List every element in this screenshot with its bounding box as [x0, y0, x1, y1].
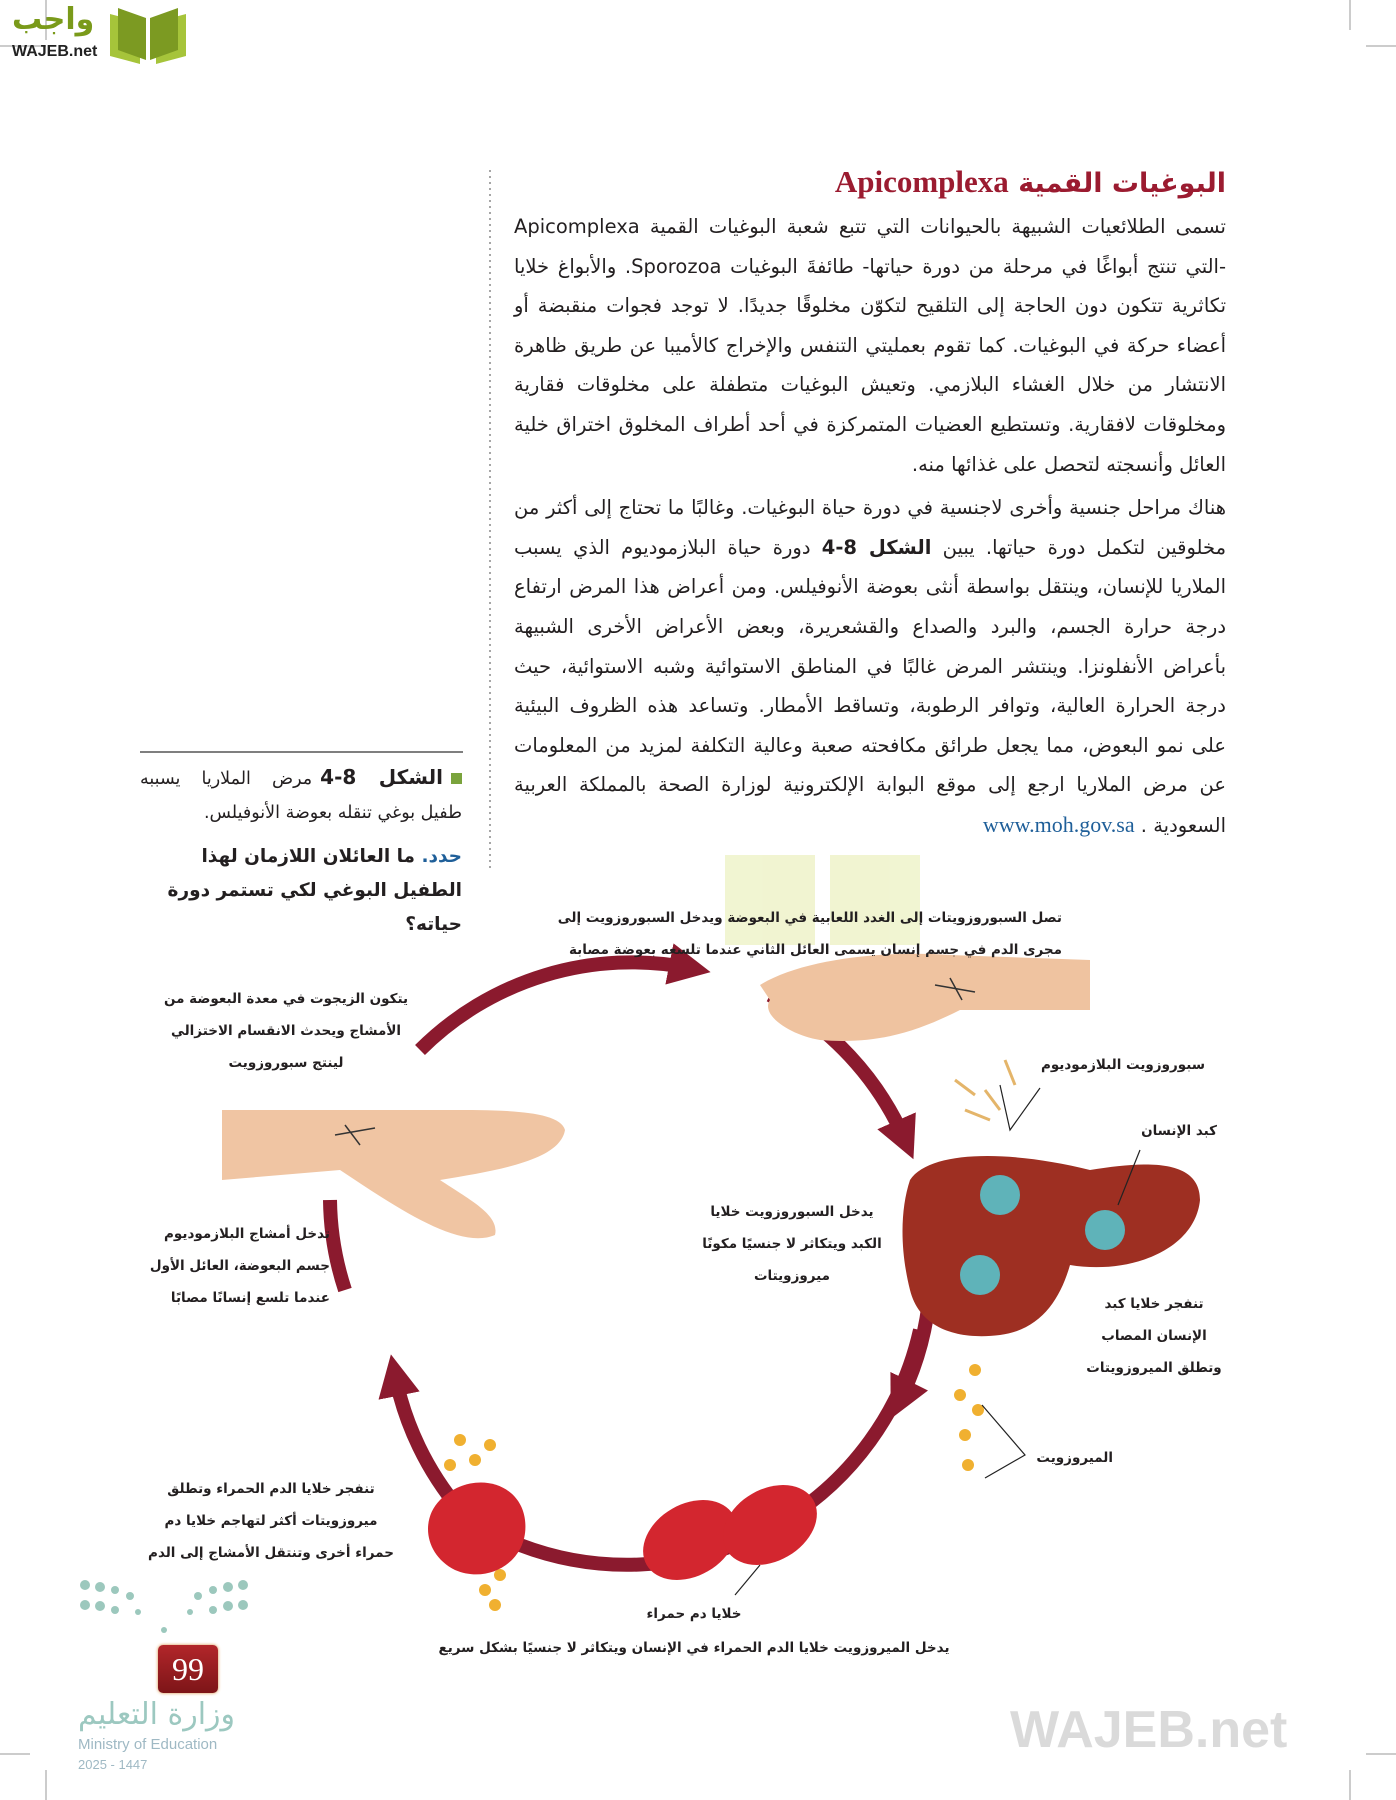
label-liver-burst: [1064, 1288, 1244, 1384]
label-line: الأمشاج ويحدث الانقسام الاختزالي: [170, 1023, 402, 1039]
logo-arabic: واجب: [12, 2, 95, 37]
label-zygote: [150, 983, 422, 1079]
label-bottom: يدخل الميروزويت خلايا الدم الحمراء في الإنسان ويتكاثر لا جنسيًا بشكل سريع: [438, 1640, 950, 1656]
label-top: [558, 902, 1062, 966]
moh-link[interactable]: www.moh.gov.sa: [982, 811, 1135, 837]
label-line: جسم البعوضة، العائل الأول: [149, 1258, 330, 1274]
label-line: الإنسان المصاب: [1101, 1328, 1207, 1344]
question-head: حدد.: [421, 846, 462, 867]
watermark-text: WAJEB.net: [1010, 1701, 1288, 1759]
ministry-name-arabic: وزارة التعليم: [78, 1697, 236, 1732]
label-line: تنفجر خلايا الدم الحمراء وتطلق: [167, 1481, 375, 1497]
p2-part1: هناك مراحل جنسية وأخرى لاجنسية في دورة حياة البوغيات. وغالبًا ما تحتاج إلى أكثر من مخلوقين لتكمل دورة حياتها. يبين: [514, 496, 1227, 559]
label-enter-liver: [672, 1196, 912, 1292]
label-sporozoite: سبوروزويت البلازموديوم: [1040, 1057, 1205, 1073]
figure-reference[interactable]: الشكل 8-4: [821, 535, 932, 559]
hand-illustration-right: [760, 954, 1090, 1041]
label-rbc: خلايا دم حمراء: [646, 1606, 742, 1622]
title-arabic: البوغيات القمية: [1018, 168, 1226, 199]
section-title: [835, 164, 1226, 200]
label-liver: كبد الإنسان: [1141, 1123, 1217, 1139]
paragraph-2: [514, 488, 1226, 845]
label-line: وتطلق الميروزويتات: [1086, 1360, 1222, 1376]
label-line: عندما تلسع إنسانًا مصابًا: [170, 1290, 330, 1306]
ministry-name-english: Ministry of Education: [78, 1736, 218, 1753]
red-blood-cells: [428, 1469, 831, 1596]
question-text: ما العائلان اللازمان لهذا الطفيل البوغي لكي تستمر دورة حياته؟: [167, 846, 462, 935]
label-line: تدخل أمشاج البلازموديوم: [164, 1226, 330, 1242]
edition-year: 2025 - 1447: [78, 1757, 148, 1772]
label-line: تنفجر خلايا كبد: [1104, 1296, 1204, 1312]
sidebar: [140, 760, 462, 942]
label-line: يتكون الزيجوت في معدة البعوضة من: [163, 991, 409, 1007]
label-line: حمراء أخرى وتنتقل الأمشاج إلى الدم: [148, 1545, 394, 1561]
p2-part2: دورة حياة البلازموديوم الذي يسبب الملاريا للإنسان، وينتقل بواسطة أنثى بعوضة الأنوفيلس. ومن أعراض هذا المرض ارتفاع درجة حرارة الجسم، والبرد والصداع والقشعريرة، وبعض الأعراض الأخرى الشبيهة بأعراض الأنفلونزا. وينتشر المرض غالبًا في المناطق الاستوائية وشبه الاستوائية، حيث درجة الحرارة العالية، وتوافر الرطوبة، وتساقط الأمطار. وتساعد هذه الظروف البيئية على نمو البعوض، مما يجعل طرائق مكافحته صعبة وعالية التكلفة لمزيد من المعلومات عن مرض الملاريا ارجع إلى موقع البوابة الإلكترونية لوزارة الصحة بالمملكة العربية السعودية .: [514, 535, 1226, 837]
logo-latin: WAJEB.net: [12, 43, 98, 60]
figure-label: الشكل 8-4: [320, 765, 443, 789]
label-merozoite: الميروزويت: [1036, 1450, 1113, 1466]
body-text: [514, 207, 1226, 850]
figure-caption: [140, 760, 462, 830]
wajeb-logo-book-icon: [110, 8, 186, 64]
label-gametes: [130, 1218, 330, 1314]
label-line: لينتج سبوروزويت: [228, 1055, 344, 1071]
title-latin: Apicomplexa: [834, 164, 1009, 199]
bullet-square-icon: [451, 773, 462, 784]
label-line: ميروزويتات أكثر لتهاجم خلايا دم: [164, 1513, 378, 1529]
label-line: الكبد ويتكاثر لا جنسيًا مكونًا: [702, 1236, 882, 1252]
label-line: مجرى الدم في جسم إنسان يسمى العائل الثاني عندما تلسعه بعوضة مصابة: [568, 942, 1062, 958]
caption-text: مرض الملاريا يسببه طفيل بوغي تنقله بعوضة الأنوفيلس.: [140, 769, 462, 823]
paragraph-1: تسمى الطلائعيات الشبيهة بالحيوانات التي تتبع شعبة البوغيات القمية Apicomplexa -التي تنتج أبواغًا في مرحلة من دورة حياتها- طائفةَ البوغيات Sporozoa. والأبواغ خلايا تكاثرية تتكون دون الحاجة إلى التلقيح لتكوّن مخلوقًا جديدًا. لا توجد فجوات منقبضة أو أعضاء حركة في البوغيات. كما تقوم بعمليتي التنفس والإخراج كالأميبا عن طريق ظاهرة الانتشار من خلال الغشاء البلازمي. وتعيش البوغيات متطفلة على مخلوقات فقارية ومخلوقات لافقارية. وتستطيع العضيات المتمركزة في أحد أطراف المخلوق اختراق خلية العائل وأنسجته لتحصل على غذائها منه.: [514, 215, 1226, 476]
label-line: تصل السبوروزويتات إلى الغدد اللعابية في البعوضة ويدخل السبوروزويت إلى: [557, 910, 1062, 926]
label-rbc-burst: [140, 1473, 402, 1569]
label-line: يدخل السبوروزويت خلايا: [710, 1204, 874, 1220]
review-question: [140, 840, 462, 942]
label-line: ميروزويتات: [753, 1268, 831, 1284]
ministry-logo-dots: [80, 1580, 248, 1633]
page-number: 99: [158, 1645, 218, 1693]
